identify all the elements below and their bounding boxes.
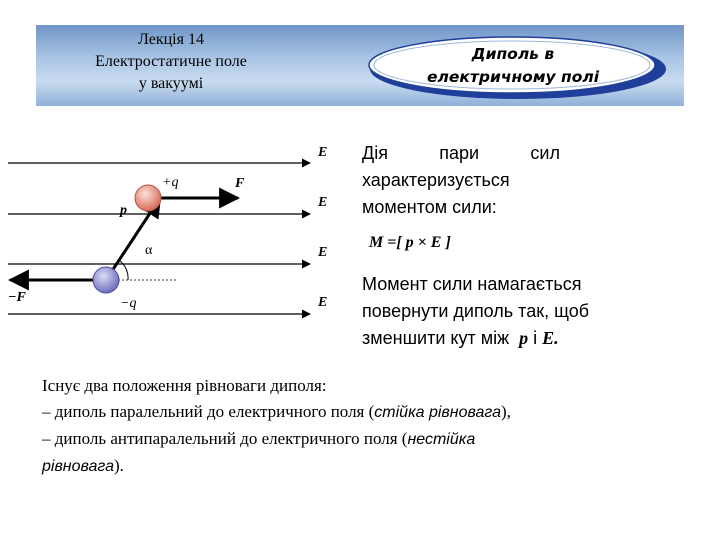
symbol-e: E.	[542, 328, 559, 348]
symbol-p: p	[519, 328, 529, 348]
moment-explanation	[362, 271, 682, 352]
section-title-line1: Диполь в	[471, 45, 555, 63]
lecture-topic-line1: Електростатичне поле	[95, 53, 247, 70]
lecture-topic-line2: у вакуумі	[138, 75, 204, 92]
description-line-1	[362, 140, 560, 167]
section-title-line2: електричному полі	[426, 68, 600, 86]
equilibrium-intro: Існує два положення рівноваги диполя:	[42, 376, 327, 395]
section-title-oval	[368, 33, 678, 101]
stable-equilibrium: стійка рівновага	[374, 404, 501, 421]
moment-line-3	[362, 325, 682, 352]
header-banner	[36, 25, 684, 106]
equilibrium-item-unstable	[42, 426, 702, 453]
equilibrium-item-unstable-cont	[42, 453, 702, 480]
word-and: і	[533, 328, 538, 348]
equilibrium-section	[42, 373, 702, 480]
field-label-3: E	[318, 245, 328, 260]
section-title	[368, 43, 658, 89]
force-label: F	[235, 176, 245, 191]
description-line-3: моментом сили:	[362, 197, 497, 217]
moment-line-3-text: зменшити кут між	[362, 328, 510, 348]
torque-description	[362, 140, 560, 221]
equilibrium-item-stable	[42, 399, 702, 426]
item2-suffix: ).	[114, 456, 124, 475]
unstable-equilibrium: нестійка	[407, 431, 476, 448]
torque-formula: M =[ p × E ]	[369, 234, 451, 251]
positive-charge	[135, 185, 161, 211]
item1-text: – диполь паралельний до електричного поля (	[42, 402, 375, 421]
angle-label: α	[145, 243, 153, 258]
field-label-1: E	[318, 145, 328, 160]
plus-charge-label: +q	[162, 175, 179, 190]
word-dia: Дія	[362, 143, 388, 163]
field-label-2: E	[318, 195, 328, 210]
item2-text: – диполь антипаралельний до електричного поля (	[42, 429, 408, 448]
description-line-2: характеризується	[362, 170, 510, 190]
field-label-4: E	[318, 295, 328, 310]
lecture-number: Лекція 14	[138, 31, 204, 48]
negative-charge	[93, 267, 119, 293]
word-syl: сил	[530, 143, 560, 163]
lecture-title	[76, 29, 266, 95]
moment-line-2: повернути диполь так, щоб	[362, 301, 590, 321]
unstable-equilibrium-cont: рівновага	[42, 458, 115, 475]
dipole-diagram	[0, 130, 350, 330]
dipole-moment-label: p	[120, 203, 127, 218]
item1-suffix: ),	[500, 402, 511, 421]
minus-charge-label: −q	[120, 296, 137, 311]
word-pary: пари	[439, 143, 480, 163]
moment-line-1: Момент сили намагається	[362, 274, 582, 294]
minus-force-label: −F	[8, 290, 26, 305]
